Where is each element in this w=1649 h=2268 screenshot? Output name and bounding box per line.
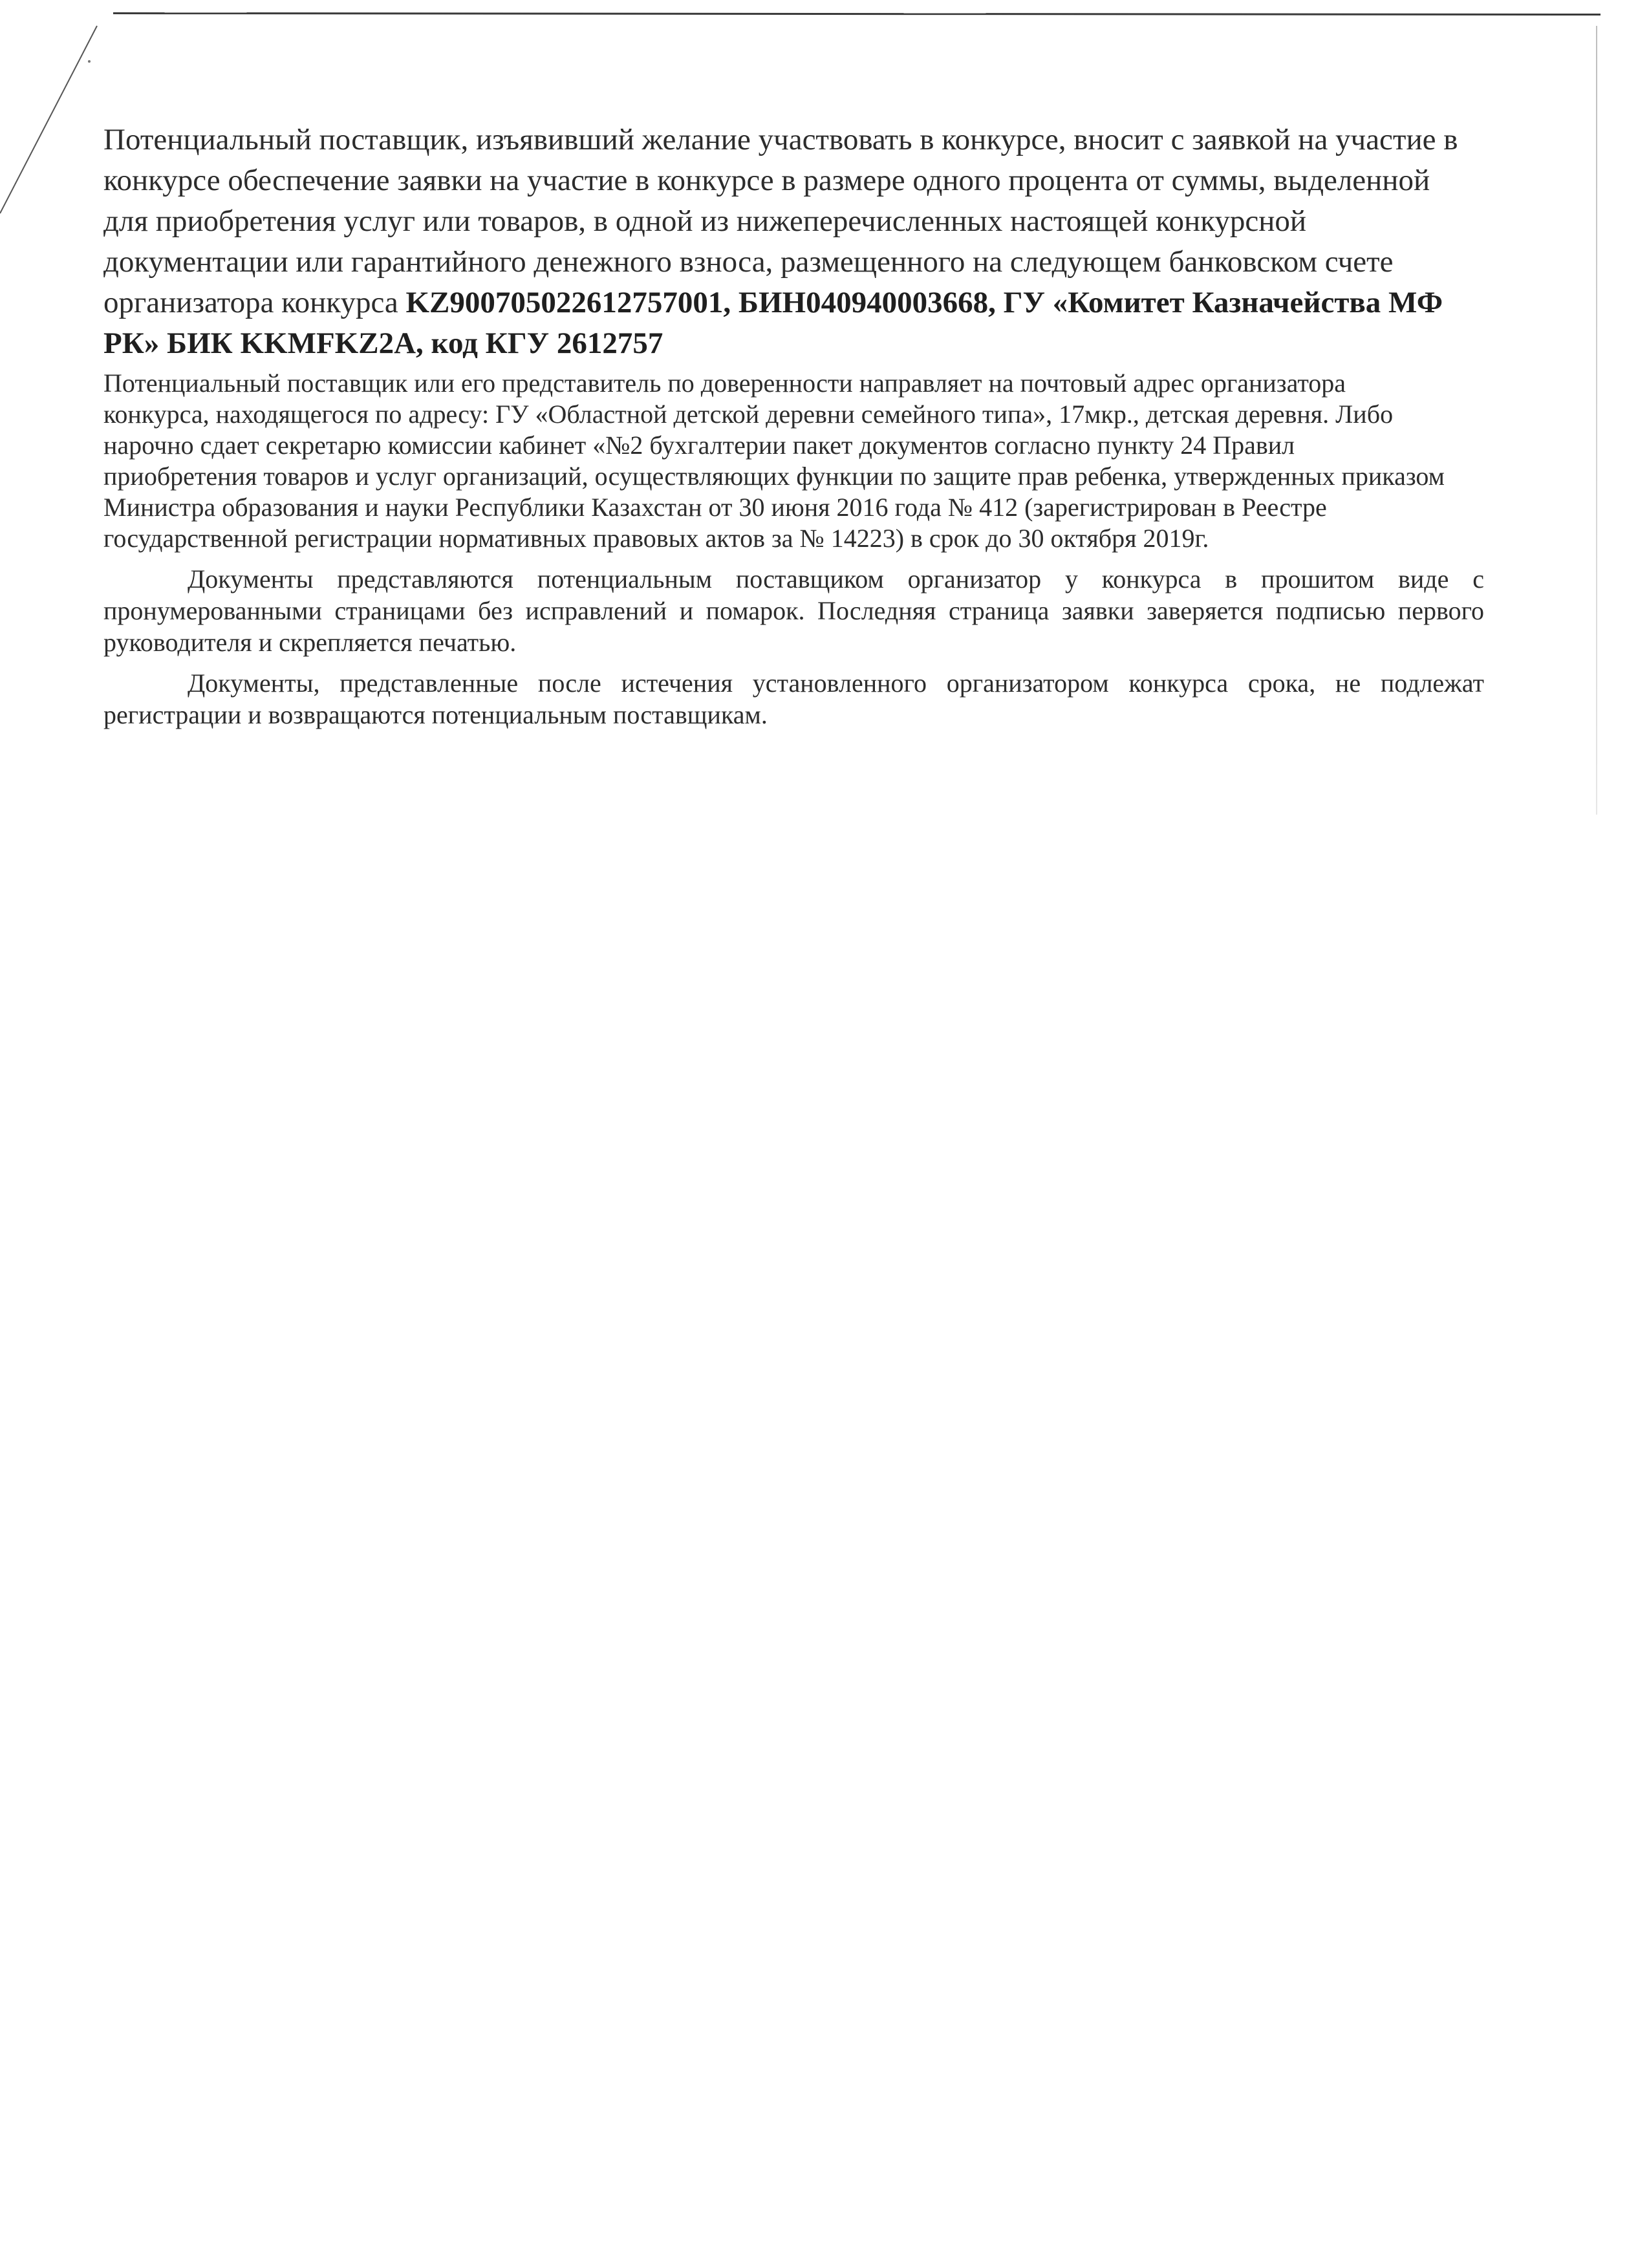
bank-account-details: KZ900705022612757001, БИН040940003668, ГУ «Комитет Казначейства МФ РК» БИК KKMFKZ2A, код КГУ 2612757 <box>103 286 1443 360</box>
paragraph-submission-address: Потенциальный поставщик или его представитель по доверенности направляет на почтовый адрес организатора конкурса, находящегося по адресу: ГУ «Областной детской деревни семейного типа», 17мкр., детская деревня. Либо нарочно сдает секретарю комиссии кабинет «№2 бухгалтерии пакет документов согласно пункту 24 Правил приобретения товаров и услуг организаций, осуществляющих функции по защите прав ребенка, утвержденных приказом Министра образования и науки Республики Казахстан от 30 июня 2016 года № 412 (зарегистрирован в Реестре государственной регистрации нормативных правовых актов за № 14223) в срок до 30 октября 2019г. <box>103 369 1445 553</box>
document-page <box>103 120 1484 731</box>
scan-right-edge <box>1596 26 1597 815</box>
paragraph-security-deposit-text: Потенциальный поставщик, изъявивший желание участвовать в конкурсе, вносит с заявкой на участие в конкурсе обеспечение заявки на участие в конкурсе в размере одного процента от суммы, выделенной для приобретения услуг или товаров, в одной из нижеперечисленных настоящей конкурсной документации или гарантийного денежного взноса, размещенного на следующем банковском счете организатора конкурса <box>103 123 1458 319</box>
paragraph-security-deposit <box>103 120 1481 364</box>
scan-top-edge <box>113 12 1600 16</box>
paragraph-late-documents: Документы, представленные после истечения установленного организатором конкурса срока, не подлежат регистрации и возвращаются потенциальным поставщикам. <box>103 669 1484 729</box>
paragraph-document-format: Документы представляются потенциальным поставщиком организатор у конкурса в прошитом виде с пронумерованными страницами без исправлений и помарок. Последняя страница заявки заверяется подписью первого руководителя и скрепляется печатью. <box>103 564 1484 657</box>
